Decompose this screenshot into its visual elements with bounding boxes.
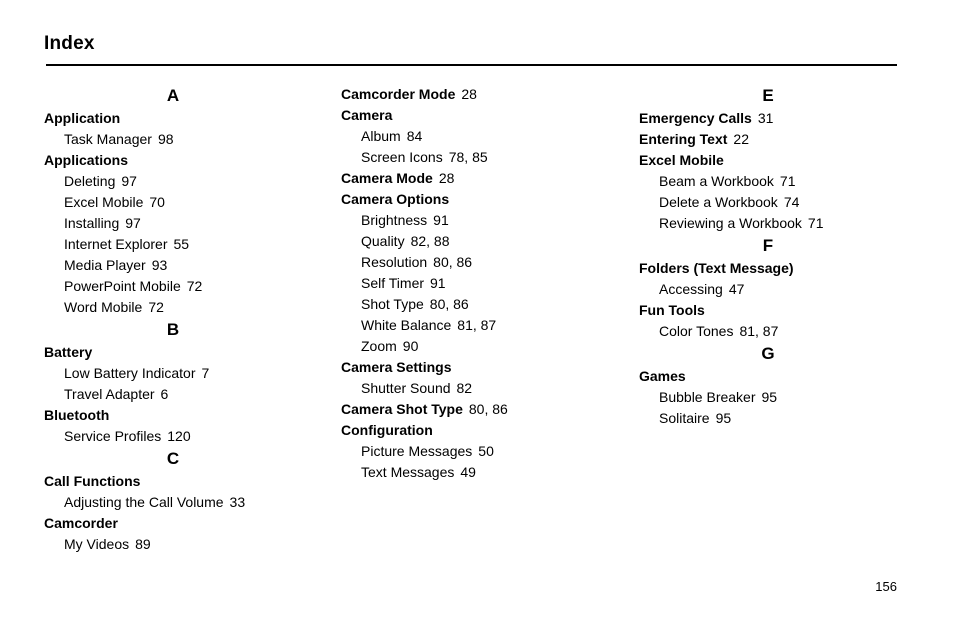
page-number: 156 <box>875 579 897 594</box>
index-column-3 <box>639 84 909 429</box>
index-subentry-label: Installing <box>64 215 120 231</box>
index-term-label: Camera <box>341 107 393 123</box>
index-subentry <box>341 462 611 483</box>
index-subentry <box>44 129 314 150</box>
index-subentry <box>44 192 314 213</box>
index-term <box>341 357 611 378</box>
page-reference[interactable]: 82 <box>456 380 473 396</box>
index-term-label: Camera Shot Type <box>341 401 463 417</box>
index-term-label: Emergency Calls <box>639 110 752 126</box>
page-reference[interactable]: 95 <box>761 389 778 405</box>
index-subentry-label: Beam a Workbook <box>659 173 774 189</box>
index-subentry <box>44 255 314 276</box>
index-subentry-label: Task Manager <box>64 131 152 147</box>
page-reference[interactable]: 80, 86 <box>433 254 473 270</box>
page-reference[interactable]: 81, 87 <box>457 317 497 333</box>
index-term <box>639 258 909 279</box>
index-term-label: Camera Mode <box>341 170 433 186</box>
index-term <box>341 420 611 441</box>
index-subentry-label: Service Profiles <box>64 428 162 444</box>
index-term-label: Camcorder <box>44 515 118 531</box>
index-subentry <box>639 408 909 429</box>
page-reference[interactable]: 90 <box>402 338 419 354</box>
index-term-label: Folders (Text Message) <box>639 260 794 276</box>
index-term <box>341 105 611 126</box>
page-reference[interactable]: 93 <box>151 257 168 273</box>
index-subentry-label: My Videos <box>64 536 130 552</box>
index-subentry-label: Self Timer <box>361 275 425 291</box>
index-subentry <box>44 276 314 297</box>
index-subentry-label: Shot Type <box>361 296 424 312</box>
index-subentry <box>341 147 611 168</box>
page-reference[interactable]: 74 <box>783 194 800 210</box>
index-term <box>44 513 314 534</box>
page-reference[interactable]: 33 <box>229 494 246 510</box>
page-reference[interactable]: 97 <box>125 215 141 231</box>
index-subentry <box>341 441 611 462</box>
index-subentry-label: Text Messages <box>361 464 455 480</box>
index-subentry-label: Picture Messages <box>361 443 473 459</box>
index-subentry-label: Album <box>361 128 401 144</box>
index-subentry <box>639 171 909 192</box>
page-reference[interactable]: 78, 85 <box>448 149 488 165</box>
index-subentry <box>341 231 611 252</box>
index-subentry <box>44 384 314 405</box>
index-term-label: Entering Text <box>639 131 728 147</box>
index-term <box>44 150 314 171</box>
section-letter: B <box>166 320 180 339</box>
index-subentry <box>341 315 611 336</box>
page-title: Index <box>44 33 95 54</box>
page-reference[interactable]: 50 <box>478 443 494 459</box>
page-reference[interactable]: 47 <box>728 281 745 297</box>
section-letter: C <box>166 449 180 468</box>
page-reference[interactable]: 72 <box>186 278 203 294</box>
index-subentry <box>341 336 611 357</box>
page-reference[interactable]: 22 <box>733 131 749 147</box>
index-subentry-label: Zoom <box>361 338 397 354</box>
index-term <box>639 150 909 171</box>
index-term <box>44 108 314 129</box>
page-reference[interactable]: 6 <box>160 386 169 402</box>
index-subentry-label: Brightness <box>361 212 428 228</box>
index-subentry <box>44 426 314 447</box>
index-subentry <box>44 297 314 318</box>
index-term-label: Bluetooth <box>44 407 110 423</box>
index-term-label: Camera Settings <box>341 359 452 375</box>
page-reference[interactable]: 81, 87 <box>739 323 779 339</box>
section-letter: F <box>762 236 774 255</box>
index-term-label: Call Functions <box>44 473 141 489</box>
index-subentry-label: Accessing <box>659 281 723 297</box>
index-term <box>639 129 909 150</box>
index-term-label: Battery <box>44 344 93 360</box>
index-subentry <box>639 387 909 408</box>
index-term <box>639 300 909 321</box>
page-reference[interactable]: 80, 86 <box>429 296 469 312</box>
index-term-label: Camera Options <box>341 191 450 207</box>
page-reference[interactable]: 70 <box>149 194 165 210</box>
title-rule <box>46 64 897 66</box>
page-reference[interactable]: 80, 86 <box>468 401 508 417</box>
index-subentry <box>639 279 909 300</box>
index-subentry <box>44 213 314 234</box>
page-reference[interactable]: 120 <box>167 428 191 444</box>
index-term <box>341 399 611 420</box>
index-subentry <box>639 213 909 234</box>
index-subentry-label: Adjusting the Call Volume <box>64 494 224 510</box>
index-subentry-label: Low Battery Indicator <box>64 365 196 381</box>
index-subentry-label: Word Mobile <box>64 299 143 315</box>
index-subentry <box>44 171 314 192</box>
page-reference[interactable]: 89 <box>135 536 151 552</box>
index-term <box>341 168 611 189</box>
index-subentry <box>341 294 611 315</box>
index-subentry-label: PowerPoint Mobile <box>64 278 181 294</box>
index-subentry-label: Color Tones <box>659 323 734 339</box>
page-reference[interactable]: 31 <box>757 110 774 126</box>
index-column-1 <box>44 84 314 555</box>
page-reference[interactable]: 72 <box>148 299 164 315</box>
index-term-label: Excel Mobile <box>639 152 724 168</box>
page-reference[interactable]: 82, 88 <box>410 233 450 249</box>
index-subentry-label: Delete a Workbook <box>659 194 778 210</box>
index-subentry-label: Travel Adapter <box>64 386 155 402</box>
index-term-label: Configuration <box>341 422 433 438</box>
index-subentry <box>341 252 611 273</box>
index-subentry-label: Quality <box>361 233 405 249</box>
index-subentry <box>341 273 611 294</box>
index-subentry-label: Excel Mobile <box>64 194 144 210</box>
page-reference[interactable]: 91 <box>430 275 446 291</box>
section-letter: G <box>761 344 775 363</box>
page-reference[interactable]: 84 <box>406 128 423 144</box>
index-subentry <box>639 321 909 342</box>
page-reference[interactable]: 28 <box>461 86 477 102</box>
index-subentry <box>341 210 611 231</box>
index-term-label: Camcorder Mode <box>341 86 456 102</box>
index-subentry <box>341 126 611 147</box>
index-subentry <box>639 192 909 213</box>
section-letter: A <box>166 86 180 105</box>
index-term <box>44 342 314 363</box>
index-term <box>341 84 611 105</box>
page-reference[interactable]: 97 <box>121 173 137 189</box>
index-subentry <box>44 234 314 255</box>
index-subentry-label: Internet Explorer <box>64 236 168 252</box>
index-subentry-label: Media Player <box>64 257 146 273</box>
index-subentry <box>44 492 314 513</box>
page-reference[interactable]: 71 <box>807 215 824 231</box>
index-term <box>639 366 909 387</box>
index-column-2 <box>341 84 611 483</box>
index-subentry-label: Reviewing a Workbook <box>659 215 802 231</box>
index-subentry-label: Shutter Sound <box>361 380 451 396</box>
index-term-label: Application <box>44 110 121 126</box>
index-term-label: Games <box>639 368 686 384</box>
index-term-label: Fun Tools <box>639 302 705 318</box>
index-subentry-label: Screen Icons <box>361 149 443 165</box>
index-subentry <box>44 534 314 555</box>
page-reference[interactable]: 55 <box>173 236 190 252</box>
page-reference[interactable]: 71 <box>779 173 796 189</box>
index-term <box>341 189 611 210</box>
index-subentry <box>341 378 611 399</box>
index-subentry-label: Resolution <box>361 254 428 270</box>
index-term <box>639 108 909 129</box>
index-term <box>44 471 314 492</box>
index-term <box>44 405 314 426</box>
index-subentry-label: Solitaire <box>659 410 710 426</box>
index-subentry-label: White Balance <box>361 317 452 333</box>
index-subentry-label: Bubble Breaker <box>659 389 756 405</box>
index-subentry <box>44 363 314 384</box>
page-reference[interactable]: 95 <box>715 410 732 426</box>
page-reference[interactable]: 28 <box>438 170 455 186</box>
page-reference[interactable]: 91 <box>433 212 449 228</box>
page-reference[interactable]: 98 <box>157 131 174 147</box>
index-subentry-label: Deleting <box>64 173 116 189</box>
page-reference[interactable]: 49 <box>460 464 476 480</box>
index-term-label: Applications <box>44 152 129 168</box>
section-letter: E <box>762 86 774 105</box>
page-reference[interactable]: 7 <box>201 365 210 381</box>
